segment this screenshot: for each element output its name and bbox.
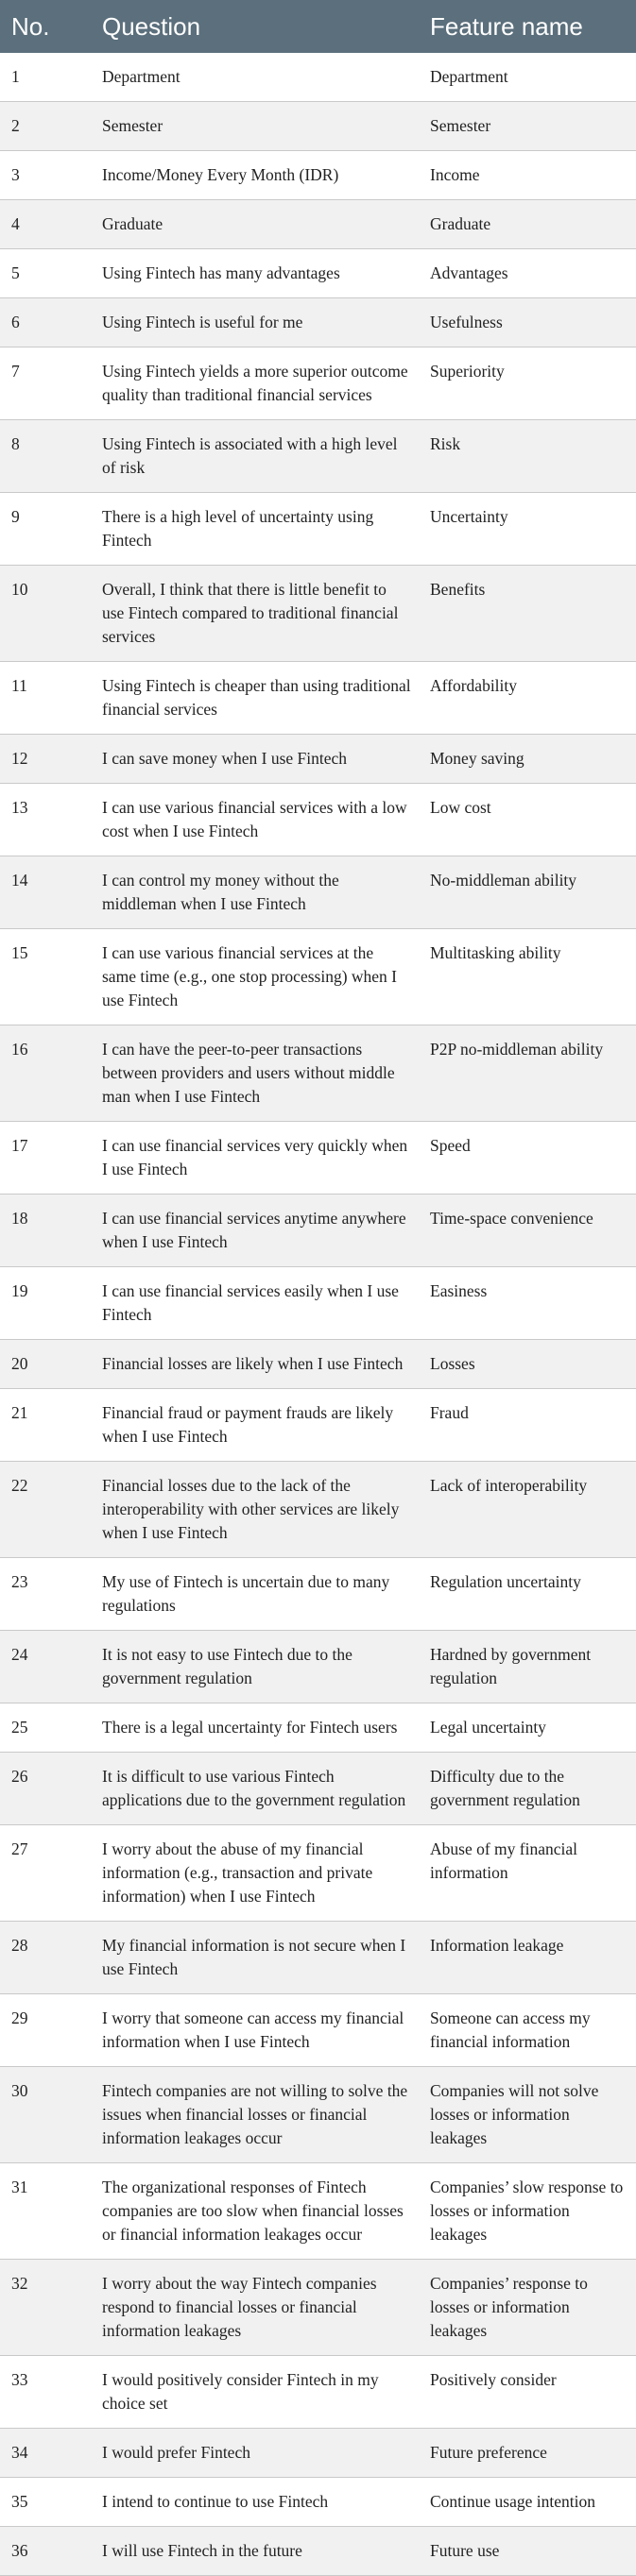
row-question: I worry about the way Fintech companies respond to financial losses or financial information leakages bbox=[93, 2260, 421, 2356]
table-row bbox=[0, 2163, 636, 2260]
header-question: Question bbox=[93, 0, 421, 53]
table-row bbox=[0, 2527, 636, 2576]
table-row bbox=[0, 929, 636, 1025]
row-number: 4 bbox=[0, 200, 93, 249]
row-feature-name: Graduate bbox=[421, 200, 636, 249]
row-feature-name: Superiority bbox=[421, 347, 636, 420]
table-row bbox=[0, 1994, 636, 2067]
row-number: 14 bbox=[0, 856, 93, 929]
row-question: My financial information is not secure when I use Fintech bbox=[93, 1922, 421, 1994]
table-row bbox=[0, 1122, 636, 1195]
row-question: I worry that someone can access my financial information when I use Fintech bbox=[93, 1994, 421, 2067]
row-number: 12 bbox=[0, 735, 93, 784]
row-question: It is difficult to use various Fintech applications due to the government regulation bbox=[93, 1753, 421, 1825]
row-number: 1 bbox=[0, 53, 93, 102]
table-row bbox=[0, 1825, 636, 1922]
table-row bbox=[0, 1195, 636, 1267]
table-row bbox=[0, 53, 636, 102]
row-question: Fintech companies are not willing to solve the issues when financial losses or financial information leakages occur bbox=[93, 2067, 421, 2163]
row-question: I can use financial services anytime anywhere when I use Fintech bbox=[93, 1195, 421, 1267]
row-question: It is not easy to use Fintech due to the government regulation bbox=[93, 1631, 421, 1703]
row-number: 22 bbox=[0, 1462, 93, 1558]
table-body bbox=[0, 53, 636, 2576]
table-row bbox=[0, 1703, 636, 1753]
row-number: 19 bbox=[0, 1267, 93, 1340]
row-feature-name: Abuse of my financial information bbox=[421, 1825, 636, 1922]
row-feature-name: Someone can access my financial information bbox=[421, 1994, 636, 2067]
row-feature-name: Uncertainty bbox=[421, 493, 636, 566]
table-row bbox=[0, 249, 636, 298]
table-row bbox=[0, 298, 636, 347]
row-number: 2 bbox=[0, 102, 93, 151]
row-question: There is a high level of uncertainty using Fintech bbox=[93, 493, 421, 566]
row-number: 13 bbox=[0, 784, 93, 856]
row-feature-name: Positively consider bbox=[421, 2356, 636, 2429]
row-number: 30 bbox=[0, 2067, 93, 2163]
row-question: Financial losses due to the lack of the interoperability with other services are likely when I use Fintech bbox=[93, 1462, 421, 1558]
row-question: I will use Fintech in the future bbox=[93, 2527, 421, 2576]
table-row bbox=[0, 1753, 636, 1825]
row-feature-name: Difficulty due to the government regulation bbox=[421, 1753, 636, 1825]
row-feature-name: Advantages bbox=[421, 249, 636, 298]
row-question: Using Fintech yields a more superior outcome quality than traditional financial services bbox=[93, 347, 421, 420]
table-row bbox=[0, 1922, 636, 1994]
row-number: 23 bbox=[0, 1558, 93, 1631]
row-feature-name: Future preference bbox=[421, 2429, 636, 2478]
row-feature-name: Regulation uncertainty bbox=[421, 1558, 636, 1631]
row-question: Using Fintech has many advantages bbox=[93, 249, 421, 298]
row-feature-name: Companies will not solve losses or information leakages bbox=[421, 2067, 636, 2163]
row-question: I can control my money without the middleman when I use Fintech bbox=[93, 856, 421, 929]
row-question: I would positively consider Fintech in my choice set bbox=[93, 2356, 421, 2429]
row-question: Department bbox=[93, 53, 421, 102]
row-question: Financial fraud or payment frauds are likely when I use Fintech bbox=[93, 1389, 421, 1462]
row-feature-name: Companies’ response to losses or information leakages bbox=[421, 2260, 636, 2356]
row-question: Graduate bbox=[93, 200, 421, 249]
row-question: Overall, I think that there is little benefit to use Fintech compared to traditional financial services bbox=[93, 566, 421, 662]
row-question: Using Fintech is useful for me bbox=[93, 298, 421, 347]
row-question: I can use various financial services at the same time (e.g., one stop processing) when I use Fintech bbox=[93, 929, 421, 1025]
table-row bbox=[0, 347, 636, 420]
row-feature-name: Income bbox=[421, 151, 636, 200]
row-feature-name: Affordability bbox=[421, 662, 636, 735]
row-feature-name: Department bbox=[421, 53, 636, 102]
row-number: 24 bbox=[0, 1631, 93, 1703]
row-number: 16 bbox=[0, 1025, 93, 1122]
row-number: 26 bbox=[0, 1753, 93, 1825]
row-number: 31 bbox=[0, 2163, 93, 2260]
table-row bbox=[0, 151, 636, 200]
table-row bbox=[0, 856, 636, 929]
row-number: 27 bbox=[0, 1825, 93, 1922]
row-number: 10 bbox=[0, 566, 93, 662]
row-number: 20 bbox=[0, 1340, 93, 1389]
table-row bbox=[0, 2260, 636, 2356]
row-question: Financial losses are likely when I use Fintech bbox=[93, 1340, 421, 1389]
row-feature-name: Future use bbox=[421, 2527, 636, 2576]
row-number: 29 bbox=[0, 1994, 93, 2067]
row-feature-name: Losses bbox=[421, 1340, 636, 1389]
row-number: 5 bbox=[0, 249, 93, 298]
table-row bbox=[0, 735, 636, 784]
row-number: 32 bbox=[0, 2260, 93, 2356]
row-question: Using Fintech is associated with a high level of risk bbox=[93, 420, 421, 493]
table-row bbox=[0, 566, 636, 662]
header-feature-name: Feature name bbox=[421, 0, 636, 53]
table-row bbox=[0, 1462, 636, 1558]
row-question: I can use various financial services with a low cost when I use Fintech bbox=[93, 784, 421, 856]
row-number: 18 bbox=[0, 1195, 93, 1267]
row-question: There is a legal uncertainty for Fintech users bbox=[93, 1703, 421, 1753]
row-number: 21 bbox=[0, 1389, 93, 1462]
row-number: 6 bbox=[0, 298, 93, 347]
row-feature-name: Easiness bbox=[421, 1267, 636, 1340]
row-number: 15 bbox=[0, 929, 93, 1025]
row-question: Using Fintech is cheaper than using traditional financial services bbox=[93, 662, 421, 735]
header-no: No. bbox=[0, 0, 93, 53]
row-question: I can use financial services easily when I use Fintech bbox=[93, 1267, 421, 1340]
table-row bbox=[0, 420, 636, 493]
table-row bbox=[0, 2478, 636, 2527]
row-feature-name: Fraud bbox=[421, 1389, 636, 1462]
row-feature-name: Continue usage intention bbox=[421, 2478, 636, 2527]
row-feature-name: Semester bbox=[421, 102, 636, 151]
row-number: 28 bbox=[0, 1922, 93, 1994]
row-feature-name: Money saving bbox=[421, 735, 636, 784]
row-feature-name: Benefits bbox=[421, 566, 636, 662]
row-number: 35 bbox=[0, 2478, 93, 2527]
header-row bbox=[0, 0, 636, 53]
row-number: 3 bbox=[0, 151, 93, 200]
row-feature-name: P2P no-middleman ability bbox=[421, 1025, 636, 1122]
row-number: 17 bbox=[0, 1122, 93, 1195]
row-number: 36 bbox=[0, 2527, 93, 2576]
table-row bbox=[0, 1025, 636, 1122]
row-feature-name: Speed bbox=[421, 1122, 636, 1195]
row-feature-name: Low cost bbox=[421, 784, 636, 856]
table-row bbox=[0, 1340, 636, 1389]
row-feature-name: No-middleman ability bbox=[421, 856, 636, 929]
row-question: I would prefer Fintech bbox=[93, 2429, 421, 2478]
row-question: I can have the peer-to-peer transactions between providers and users without middle man when I use Fintech bbox=[93, 1025, 421, 1122]
row-number: 34 bbox=[0, 2429, 93, 2478]
table-row bbox=[0, 493, 636, 566]
row-feature-name: Legal uncertainty bbox=[421, 1703, 636, 1753]
table-row bbox=[0, 662, 636, 735]
row-question: I can use financial services very quickly when I use Fintech bbox=[93, 1122, 421, 1195]
row-feature-name: Usefulness bbox=[421, 298, 636, 347]
row-question: I intend to continue to use Fintech bbox=[93, 2478, 421, 2527]
table-header bbox=[0, 0, 636, 53]
row-feature-name: Lack of interoperability bbox=[421, 1462, 636, 1558]
row-number: 8 bbox=[0, 420, 93, 493]
row-question: The organizational responses of Fintech companies are too slow when financial losses or financial information leakages occur bbox=[93, 2163, 421, 2260]
row-number: 9 bbox=[0, 493, 93, 566]
table-row bbox=[0, 1631, 636, 1703]
row-question: Income/Money Every Month (IDR) bbox=[93, 151, 421, 200]
row-feature-name: Time-space convenience bbox=[421, 1195, 636, 1267]
row-number: 33 bbox=[0, 2356, 93, 2429]
table-row bbox=[0, 1267, 636, 1340]
row-feature-name: Risk bbox=[421, 420, 636, 493]
row-question: My use of Fintech is uncertain due to many regulations bbox=[93, 1558, 421, 1631]
row-question: I can save money when I use Fintech bbox=[93, 735, 421, 784]
table-row bbox=[0, 1389, 636, 1462]
table-row bbox=[0, 2356, 636, 2429]
row-feature-name: Information leakage bbox=[421, 1922, 636, 1994]
table-row bbox=[0, 102, 636, 151]
row-number: 25 bbox=[0, 1703, 93, 1753]
table-row bbox=[0, 2067, 636, 2163]
table-row bbox=[0, 784, 636, 856]
row-question: Semester bbox=[93, 102, 421, 151]
row-feature-name: Hardned by government regulation bbox=[421, 1631, 636, 1703]
row-number: 11 bbox=[0, 662, 93, 735]
row-question: I worry about the abuse of my financial information (e.g., transaction and private information) when I use Fintech bbox=[93, 1825, 421, 1922]
table-row bbox=[0, 2429, 636, 2478]
row-feature-name: Multitasking ability bbox=[421, 929, 636, 1025]
row-number: 7 bbox=[0, 347, 93, 420]
table-row bbox=[0, 200, 636, 249]
row-feature-name: Companies’ slow response to losses or information leakages bbox=[421, 2163, 636, 2260]
table-row bbox=[0, 1558, 636, 1631]
